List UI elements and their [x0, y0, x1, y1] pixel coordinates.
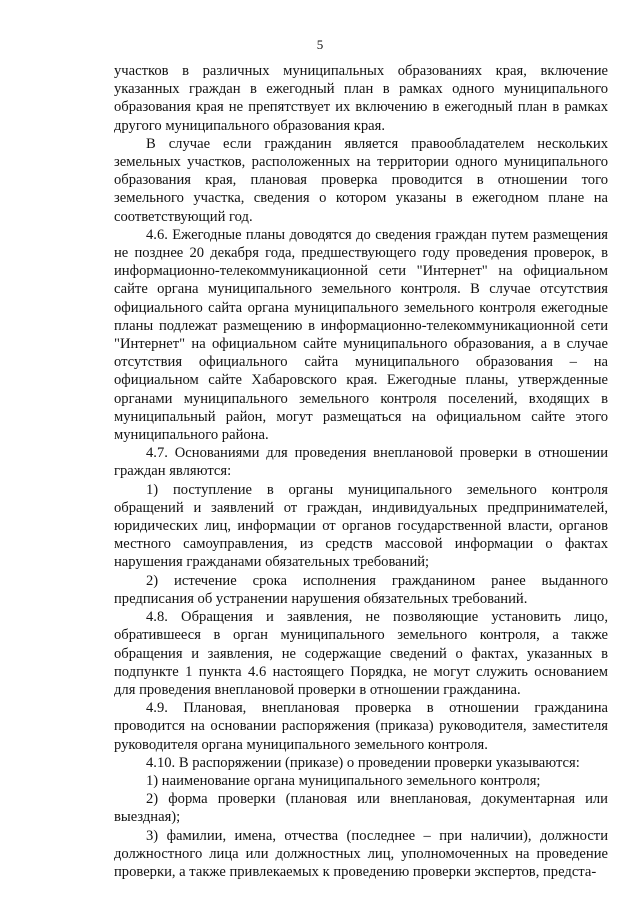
document-body	[114, 62, 608, 881]
paragraph-4-7: 4.7. Основаниями для проведения внеплановой проверки в отношении граждан являются:	[114, 445, 608, 480]
list-item-4-7-1: 1) поступление в органы муниципального земельного контроля обращений и заявлений от граждан, индивидуальных предпринимателей, юридических лиц, информации от органов государственной власти, органов местного самоуправления, из средств массовой информации о фактах нарушения гражданами обязательных требований;	[114, 481, 608, 571]
paragraph-4-9: 4.9. Плановая, внеплановая проверка в отношении гражданина проводится на основании распоряжения (приказа) руководителя, заместителя руководителя органа муниципального земельного контроля.	[114, 700, 608, 753]
paragraph-continuation: участков в различных муниципальных образованиях края, включение указанных граждан в ежегодный план в рамках одного муниципального образования края не препятствует их включению в ежегодный план в рамках другого муниципального образования края.	[114, 63, 608, 134]
paragraph-4-6: 4.6. Ежегодные планы доводятся до сведения граждан путем размещения не позднее 20 декабря года, предшествующего году проведения проверок, в информационно-телекоммуникационной сети "Интернет" на официальном сайте органа муниципального земельного контроля. В случае отсутствия официального сайта органа муниципального земельного контроля ежегодные планы подлежат размещению в информационно-телекоммуникационной сети "Интернет" на официальном сайте муниципального образования, а в случае отсутствия официального сайта муниципального образования – на официальном сайте Хабаровского края. Ежегодные планы, утвержденные органами муниципального земельного контроля поселений, входящих в муниципальный район, могут размещаться на официальном сайте этого муниципального района.	[114, 226, 608, 444]
list-item-4-10-1: 1) наименование органа муниципального земельного контроля;	[146, 772, 541, 789]
list-item-4-7-2: 2) истечение срока исполнения гражданином ранее выданного предписания об устранении нарушения обязательных требований.	[114, 572, 608, 607]
paragraph-multiple-plots: В случае если гражданин является правообладателем нескольких земельных участков, расположенных на территории одного муниципального образования края, плановая проверка проводится в отношении того земельного участка, сведения о котором указаны в ежегодном плане на соответствующий год.	[114, 135, 608, 225]
paragraph-4-10: 4.10. В распоряжении (приказе) о проведении проверки указываются:	[146, 754, 580, 771]
list-item-4-10-3: 3) фамилии, имена, отчества (последнее – при наличии), должности должностного лица или должностных лиц, уполномоченных на проведение проверки, а также привлекаемых к проведению проверки экспертов, предста-	[114, 827, 608, 880]
list-item-4-10-2: 2) форма проверки (плановая или внеплановая, документарная или выездная);	[114, 791, 608, 826]
page-number: 5	[316, 37, 324, 52]
paragraph-4-8: 4.8. Обращения и заявления, не позволяющие установить лицо, обратившееся в орган муниципального земельного контроля, а также обращения и заявления, не содержащие сведений о фактах, указанных в подпункте 1 пункта 4.6 настоящего Порядка, не могут служить основанием для проведения внеплановой проверки в отношении гражданина.	[114, 609, 608, 698]
